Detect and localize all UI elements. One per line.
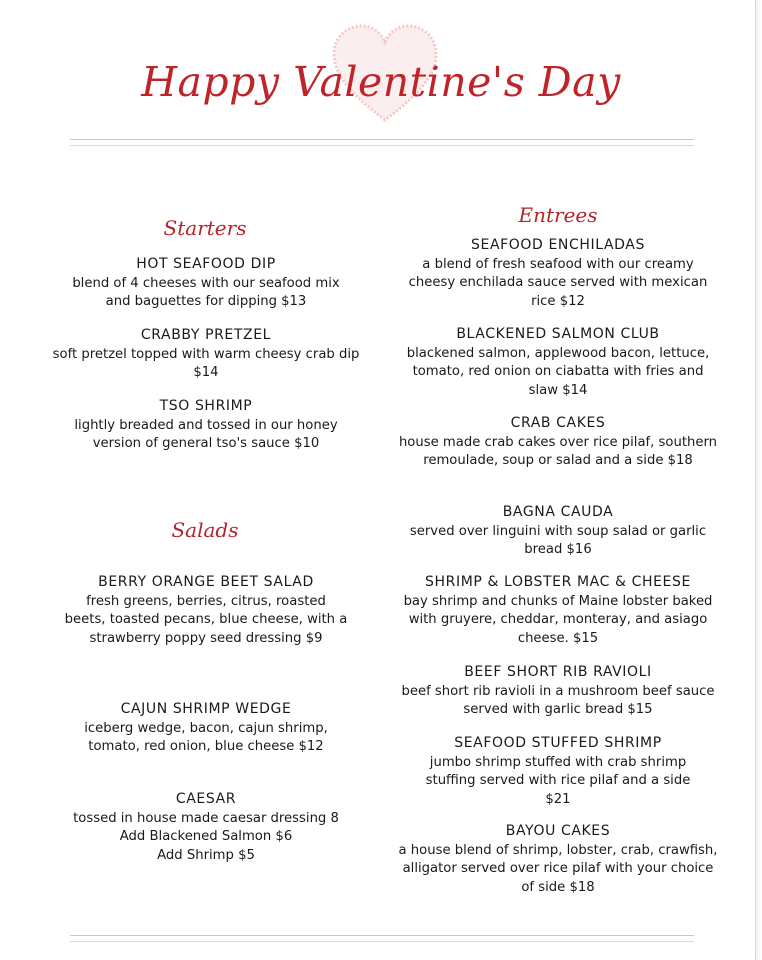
menu-item xyxy=(40,790,372,865)
item-name: CAJUN SHRIMP WEDGE xyxy=(120,701,292,717)
item-name: CRAB CAKES xyxy=(510,415,606,431)
salads-heading: Salads xyxy=(171,518,239,542)
menu-item xyxy=(398,663,718,720)
menu-item xyxy=(40,326,372,383)
item-description: a blend of fresh seafood with our creamy cheesy enchilada sauce served with mexican rice $12 xyxy=(408,256,708,309)
menu-item xyxy=(40,255,372,312)
item-name: TSO SHRIMP xyxy=(159,398,253,414)
entrees-heading: Entrees xyxy=(518,203,598,227)
item-description: iceberg wedge, bacon, cajun shrimp, tomato, red onion, blue cheese $12 xyxy=(84,720,328,754)
item-name: BLACKENED SALMON CLUB xyxy=(456,326,660,342)
header-divider-bottom xyxy=(70,145,694,146)
item-description: a house blend of shrimp, lobster, crab, crawfish, alligator served over rice pilaf with your choice of side $18 xyxy=(398,842,718,895)
item-description: fresh greens, berries, citrus, roasted beets, toasted pecans, blue cheese, with a strawberry poppy seed dressing $9 xyxy=(64,593,348,646)
menu-item xyxy=(398,325,718,400)
item-name: SEAFOOD ENCHILADAS xyxy=(471,237,645,253)
footer-divider-bottom xyxy=(70,941,694,942)
header-divider-top xyxy=(70,139,694,140)
item-description: beef short rib ravioli in a mushroom beef sauce served with garlic bread $15 xyxy=(401,683,715,717)
item-description: jumbo shrimp stuffed with crab shrimp stuffing served with rice pilaf and a side $21 xyxy=(425,754,691,807)
menu-item xyxy=(398,573,718,648)
item-description: tossed in house made caesar dressing 8 xyxy=(73,810,339,826)
item-description: bay shrimp and chunks of Maine lobster baked with gruyere, cheddar, monteray, and asiago cheese. $15 xyxy=(403,593,713,646)
menu-item xyxy=(398,414,718,471)
item-description: house made crab cakes over rice pilaf, southern remoulade, soup or salad and a side $18 xyxy=(398,434,718,468)
item-description: lightly breaded and tossed in our honey version of general tso's sauce $10 xyxy=(74,417,338,451)
menu-item xyxy=(398,503,718,560)
item-description: soft pretzel topped with warm cheesy crab dip $14 xyxy=(52,346,360,380)
item-name: BAYOU CAKES xyxy=(505,823,611,839)
item-description: blend of 4 cheeses with our seafood mix and baguettes for dipping $13 xyxy=(72,275,340,309)
item-name: CRABBY PRETZEL xyxy=(140,327,272,343)
item-name: BAGNA CAUDA xyxy=(502,504,614,520)
footer-divider-top xyxy=(70,935,694,936)
menu-item xyxy=(398,734,718,809)
item-name: BERRY ORANGE BEET SALAD xyxy=(98,574,314,590)
menu-item xyxy=(40,700,372,757)
item-description: served over linguini with soup salad or garlic bread $16 xyxy=(409,523,707,557)
page-title: Happy Valentine's Day xyxy=(141,58,621,106)
item-name: SEAFOOD STUFFED SHRIMP xyxy=(454,735,662,751)
menu-item xyxy=(40,397,372,454)
starters-heading: Starters xyxy=(163,216,247,240)
item-name: HOT SEAFOOD DIP xyxy=(136,256,276,272)
item-description: blackened salmon, applewood bacon, lettuce, tomato, red onion on ciabatta with fries and slaw $14 xyxy=(406,345,710,398)
menu-item xyxy=(398,822,718,897)
item-name: BEEF SHORT RIB RAVIOLI xyxy=(464,664,652,680)
item-addon: Add Shrimp $5 xyxy=(157,847,255,863)
item-addon: Add Blackened Salmon $6 xyxy=(119,829,293,844)
item-name: SHRIMP & LOBSTER MAC & CHEESE xyxy=(425,574,691,590)
menu-item xyxy=(40,573,372,648)
item-name: CAESAR xyxy=(175,791,237,807)
menu-item xyxy=(398,236,718,311)
